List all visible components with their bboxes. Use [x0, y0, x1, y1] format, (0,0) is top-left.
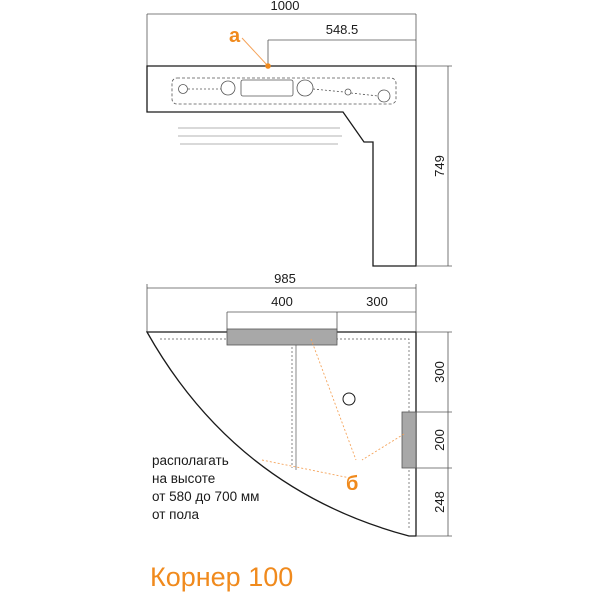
dim-200-vertical-label: 200: [432, 429, 447, 451]
note-line-4: от пола: [152, 507, 200, 522]
shadow-lines: [178, 128, 342, 144]
marker-a-label: а: [229, 25, 241, 47]
dim-300-label: 300: [366, 294, 388, 309]
drain-hole-icon: [343, 393, 355, 405]
dim-400-label: 400: [271, 294, 293, 309]
dim-248-vertical-label: 248: [432, 491, 447, 513]
product-title: Корнер 100: [150, 562, 294, 592]
note-line-3: от 580 до 700 мм: [152, 489, 260, 504]
dim-985-label: 985: [274, 271, 296, 286]
side-mounting-panel: [402, 412, 416, 468]
marker-b-label: б: [346, 473, 359, 495]
note-line-2: на высоте: [152, 471, 216, 486]
marker-a-dot: [265, 63, 271, 69]
top-view: [147, 0, 452, 266]
dim-width-label: 1000: [270, 0, 300, 13]
marker-a-leader: [242, 38, 268, 66]
dim-300-vertical-label: 300: [432, 361, 447, 383]
note-line-1: располагать: [152, 453, 229, 468]
dim-height-label: 749: [432, 155, 447, 177]
dim-offset-label: 548.5: [325, 22, 359, 37]
top-mounting-panel: [227, 329, 337, 345]
mounting-height-note: [152, 452, 259, 524]
